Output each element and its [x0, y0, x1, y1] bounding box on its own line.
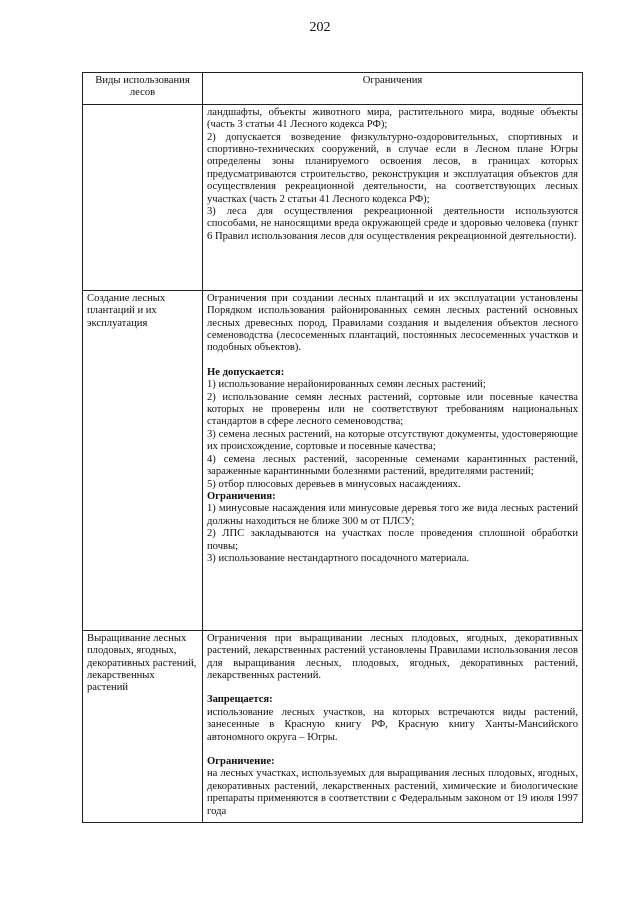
table-row: [83, 290, 583, 630]
row-restrictions-cell: [203, 290, 583, 630]
paragraph: на лесных участках, используемых для выращивания лесных плодовых, ягодных, декоративных растений, лекарственных растений, химические и биологические препараты применяются в соответствии с Федеральным законом от 19 июля 1997 года: [207, 768, 578, 817]
row-restrictions-cell: [203, 630, 583, 822]
list-item: 2) использование семян лесных растений, сортовые или посевные качества которых не проверены или не соответствуют требованиям национальных стандартов в сфере лесного семеноводства;: [207, 391, 578, 428]
section-heading: Не допускается:: [207, 366, 285, 378]
section-heading: Ограничение:: [207, 756, 275, 768]
list-item: 1) минусовые насаждения или минусовые деревья того же вида лесных растений должны находиться не ближе 300 м от ПЛСУ;: [207, 503, 578, 527]
paragraph: ландшафты, объекты животного мира, растительного мира, водные объекты (часть 3 статьи 41 Лесного кодекса РФ);: [207, 106, 578, 131]
list-item: 2) ЛПС закладываются на участках после проведения сплошной обработки почвы;: [207, 528, 578, 552]
list-item: 3) использование нестандартного посадочного материала.: [207, 552, 470, 564]
restrictions-table: [82, 72, 583, 823]
paragraph: Ограничения при создании лесных плантаций и их эксплуатации установлены Порядком использования районированных семян лесных растений основных лесных древесных пород, Правилами создания и выделения объектов лесного семеноводства (лесосеменных плантаций, постоянных лесосеменных участков и подобных объектов).: [207, 292, 578, 354]
list-item: 4) семена лесных растений, засоренные семенами карантинных растений, зараженные карантинными болезнями растений, вредителями растений;: [207, 453, 578, 478]
paragraph: Ограничения при выращивании лесных плодовых, ягодных, декоративных растений, лекарственных растений установлены Правилами использования лесов для выращивания лесных, плодовых, ягодных, декоративных растений, лекарственных растений.: [207, 632, 578, 682]
table-row: [83, 630, 583, 822]
row-type-cell: [83, 104, 203, 290]
row-type-cell: Создание лесных плантаций и их эксплуатация: [83, 290, 203, 630]
paragraph: 2) допускается возведение физкультурно-оздоровительных, спортивных и спортивно-технических сооружений, в случае если в Лесном плане Югры определены зоны планируемого освоения лесов, в границах которых предусматриваются строительство, реконструкция и эксплуатация объектов для осуществления рекреационной деятельности, на соответствующих лесных участках (часть 2 статьи 41 Лесного кодекса РФ);: [207, 131, 578, 205]
page-number: 202: [309, 20, 331, 35]
row-type-cell: Выращивание лесных плодовых, ягодных, декоративных растений, лекарственных растений: [83, 630, 203, 822]
list-item: 3) семена лесных растений, на которые отсутствуют документы, удостоверяющие их происхождение, сортовые и посевные качества;: [207, 428, 578, 453]
table-header-row: [83, 73, 583, 105]
header-restrictions: Ограничения: [203, 73, 583, 105]
header-forest-use-types: Виды использования лесов: [83, 73, 203, 105]
table-row: [83, 104, 583, 290]
section-heading: Ограничения:: [207, 490, 276, 502]
list-item: 1) использование нерайонированных семян лесных растений;: [207, 379, 486, 391]
paragraph: использование лесных участков, на которых встречаются виды растений, занесенные в Красную книгу РФ, Красную книгу Ханты-Мансийского автономного округа – Югры.: [207, 706, 578, 743]
paragraph: 3) леса для осуществления рекреационной деятельности используются способами, не наносящими вреда окружающей среде и здоровью человека (пункт 6 Правил использования лесов для осуществления рекреационной деятельности).: [207, 206, 578, 242]
row-restrictions-cell: [203, 104, 583, 290]
section-heading: Запрещается:: [207, 694, 273, 706]
list-item: 5) отбор плюсовых деревьев в минусовых насаждениях.: [207, 478, 461, 490]
